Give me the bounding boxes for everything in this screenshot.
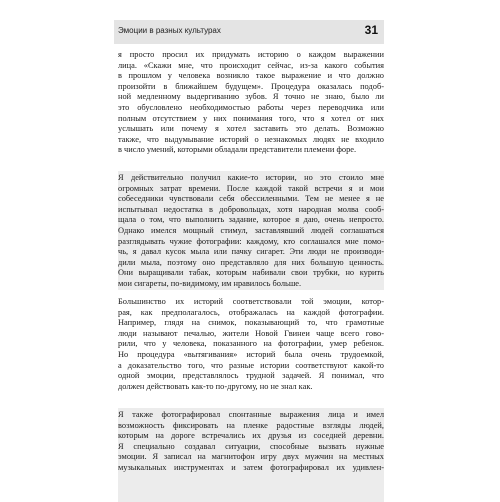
text-line: музыкальных инструментах и затем фотографировал их удивлен- <box>118 462 384 472</box>
text-line: эмоции. Я записал на магнитофон игру двух мужчин на местных <box>118 452 384 462</box>
text-line: Они выращивали табак, которым набивали свои трубки, но курить <box>118 268 384 278</box>
text-line: рая, как предполагалось, отображалась на каждой фотографии. <box>118 307 384 317</box>
paragraph-3 <box>118 295 384 392</box>
text-line: Большинство их историй соответствовали той эмоции, котор- <box>118 297 384 306</box>
text-line: Я специально создавал ситуации, способные вызвать нужные <box>118 441 384 451</box>
text-line: полным отсутствием у них понимания того, что я хотел от них <box>118 113 384 123</box>
text-line: которым на дороге встречались их друзья из соседней деревни. <box>118 431 384 441</box>
paragraph-2 <box>118 171 384 290</box>
text-line: испытывал недостатка в добровольцах, хотя народная молва сооб- <box>118 204 384 214</box>
text-line: дили мыла, поэтому оно представляло для них большую ценность. <box>118 257 384 267</box>
text-line: а доказательство того, что разные истории соответствуют какой-то <box>118 360 384 370</box>
paragraph-4 <box>118 408 384 502</box>
text-line: услышать или почему я хотел заставить это делать. Возможно <box>118 124 384 134</box>
text-line: огромных затрат времени. После каждой такой встречи я и мои <box>118 183 384 193</box>
text-line: произойти в ближайшем будущем». Процедура оказалась подоб- <box>118 81 384 91</box>
text-line: собеседники чувствовали себя обессиленными. Тем не менее я не <box>118 194 384 204</box>
text-line: я просто просил их придумать историю о каждом выражении <box>118 50 384 59</box>
text-line: также, что выдумывание историй о незнакомых людях не входило <box>118 134 384 144</box>
text-line: Однако имелся мощный стимул, заставлявший людей соглашаться <box>118 225 384 235</box>
page-number: 31 <box>364 23 378 37</box>
text-line: в прошлом у человека возникло такое выражение и что должно <box>118 71 384 81</box>
text-line: чь, я давал кусок мыла или пачку сигарет. Эти люди не производи- <box>118 247 384 257</box>
text-line: Например, глядя на снимок, показывающий то, что грамотные <box>118 318 384 328</box>
text-line: лица. «Скажи мне, что происходит сейчас, из-за какого события <box>118 60 384 70</box>
text-line: мои сигареты, по-видимому, им нравилось больше. <box>118 278 302 288</box>
text-line: Но процедура «вытягивания» историй была очень трудоемкой, <box>118 349 384 359</box>
text-line: щала о том, что выполнить задание, которое я даю, очень непросто. <box>118 215 384 225</box>
text-line: люди называют печалью, жители Новой Гвинеи чаще всего гово- <box>118 328 384 338</box>
text-line: должен действовать как-то по-другому, но не знал как. <box>118 381 313 391</box>
text-line: рили, что у человека, показанного на фотографии, умер ребенок. <box>118 339 384 349</box>
text-line: возможность фиксировать на пленке радостные взгляды людей, <box>118 420 384 430</box>
chapter-title: Эмоции в разных культурах <box>118 26 221 35</box>
text-line: разглядывать чужие фотографии: каждому, кто соглашался мне помо- <box>118 236 384 246</box>
text-line: одной эмоции, представлялось трудной задачей. Я понимал, что <box>118 371 384 381</box>
text-line: Я также фотографировал спонтанные выражения лица и имел <box>118 410 384 419</box>
text-line: ной медленному выдергиванию зубов. Я точно не знаю, было ли <box>118 92 384 102</box>
paragraph-1 <box>118 50 384 156</box>
text-line: Я действительно получил какие-то истории, но это стоило мне <box>118 173 384 182</box>
text-line: в число умений, которыми обладали представители племени форе. <box>118 145 357 155</box>
text-line: это обусловлено необходимостью работы через переводчика или <box>118 102 384 112</box>
running-header <box>114 20 384 44</box>
